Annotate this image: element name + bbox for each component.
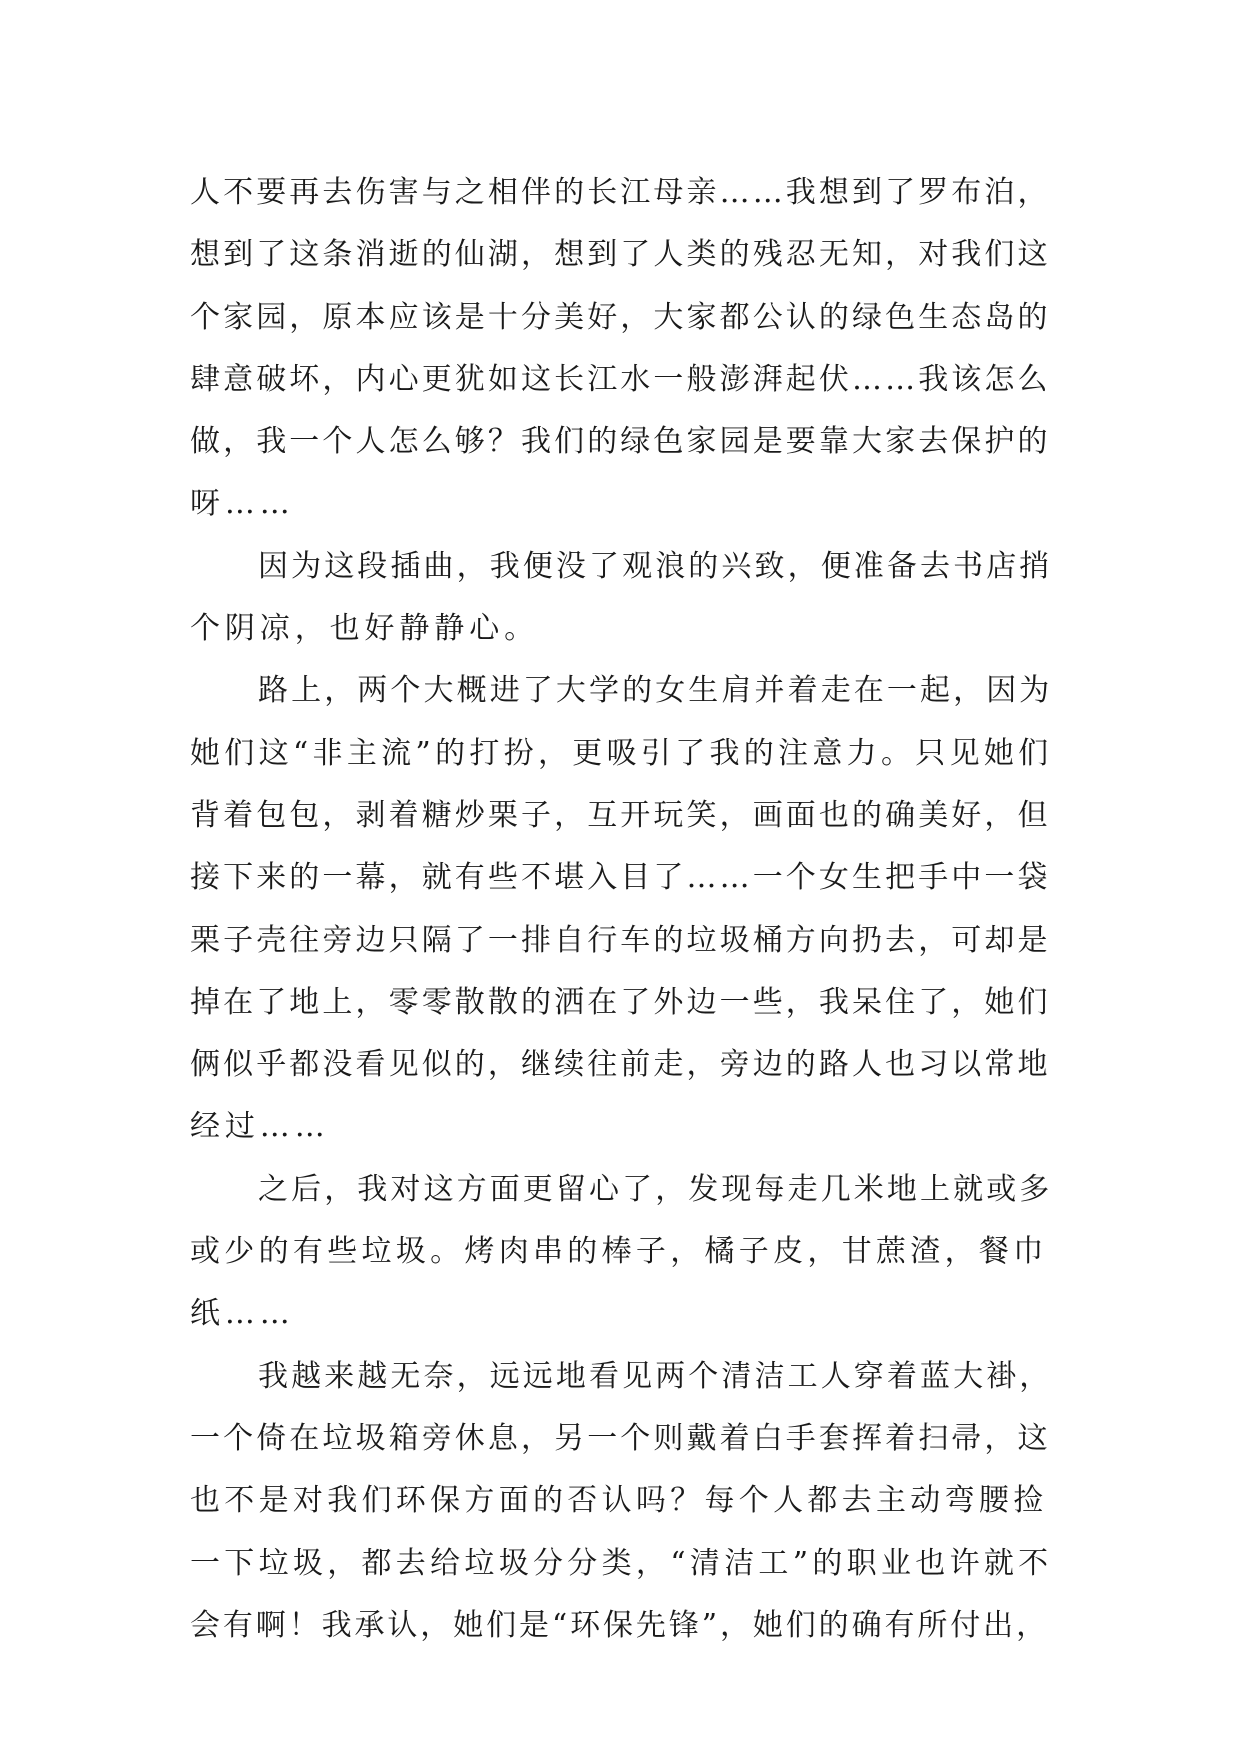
paragraph-1 bbox=[190, 162, 1052, 536]
text-line: 或少的有些垃圾。烤肉串的棒子，橘子皮，甘蔗渣，餐巾 bbox=[190, 1234, 1048, 1270]
text-line: 接下来的一幕，就有些不堪入目了……一个女生把手中一袋 bbox=[190, 860, 1051, 896]
text-line: 路上，两个大概进了大学的女生肩并着走在一起，因为 bbox=[258, 673, 1053, 709]
text-line: 人不要再去伤害与之相伴的长江母亲……我想到了罗布泊， bbox=[190, 175, 1051, 210]
text-line: 一个倚在垃圾箱旁休息，另一个则戴着白手套挥着扫帚，这 bbox=[190, 1420, 1051, 1456]
text-line: 我越来越无奈，远远地看见两个清洁工人穿着蓝大褂， bbox=[258, 1358, 1053, 1394]
text-line: 背着包包，剥着糖炒栗子，互开玩笑，画面也的确美好，但 bbox=[190, 797, 1051, 833]
text-line: 掉在了地上，零零散散的洒在了外边一些，我呆住了，她们 bbox=[190, 984, 1051, 1020]
text-line: 俩似乎都没看见似的，继续往前走，旁边的路人也习以常地 bbox=[190, 1047, 1051, 1083]
text-line: 也不是对我们环保方面的否认吗？每个人都去主动弯腰捡 bbox=[190, 1483, 1048, 1519]
text-line: 想到了这条消逝的仙湖，想到了人类的残忍无知，对我们这 bbox=[190, 237, 1051, 273]
text-line: 一下垃圾，都去给垃圾分分类，“清洁工”的职业也许就不 bbox=[190, 1545, 1053, 1581]
text-line: 她们这“非主流”的打扮，更吸引了我的注意力。只见她们 bbox=[190, 735, 1053, 771]
document-page bbox=[190, 162, 1052, 1657]
paragraph-5 bbox=[190, 1346, 1052, 1657]
text-line: 做，我一个人怎么够？我们的绿色家园是要靠大家去保护的 bbox=[190, 424, 1051, 460]
paragraph-3 bbox=[190, 660, 1052, 1158]
paragraph-4 bbox=[190, 1159, 1052, 1346]
paragraph-2 bbox=[190, 536, 1052, 661]
text-line: 呀…… bbox=[190, 486, 295, 522]
text-line: 个家园，原本应该是十分美好，大家都公认的绿色生态岛的 bbox=[190, 299, 1051, 335]
text-line: 纸…… bbox=[190, 1296, 295, 1332]
text-line: 栗子壳往旁边只隔了一排自行车的垃圾桶方向扔去，可却是 bbox=[190, 922, 1051, 958]
text-line: 会有啊！我承认，她们是“环保先锋”，她们的确有所付出， bbox=[190, 1607, 1049, 1643]
text-line: 经过…… bbox=[190, 1109, 330, 1145]
text-line: 肆意破坏，内心更犹如这长江水一般澎湃起伏……我该怎么 bbox=[190, 361, 1051, 397]
text-line: 个阴凉，也好静静心。 bbox=[190, 611, 539, 647]
text-line: 之后，我对这方面更留心了，发现每走几米地上就或多 bbox=[258, 1171, 1053, 1207]
text-line: 因为这段插曲，我便没了观浪的兴致，便准备去书店捎 bbox=[258, 548, 1053, 584]
